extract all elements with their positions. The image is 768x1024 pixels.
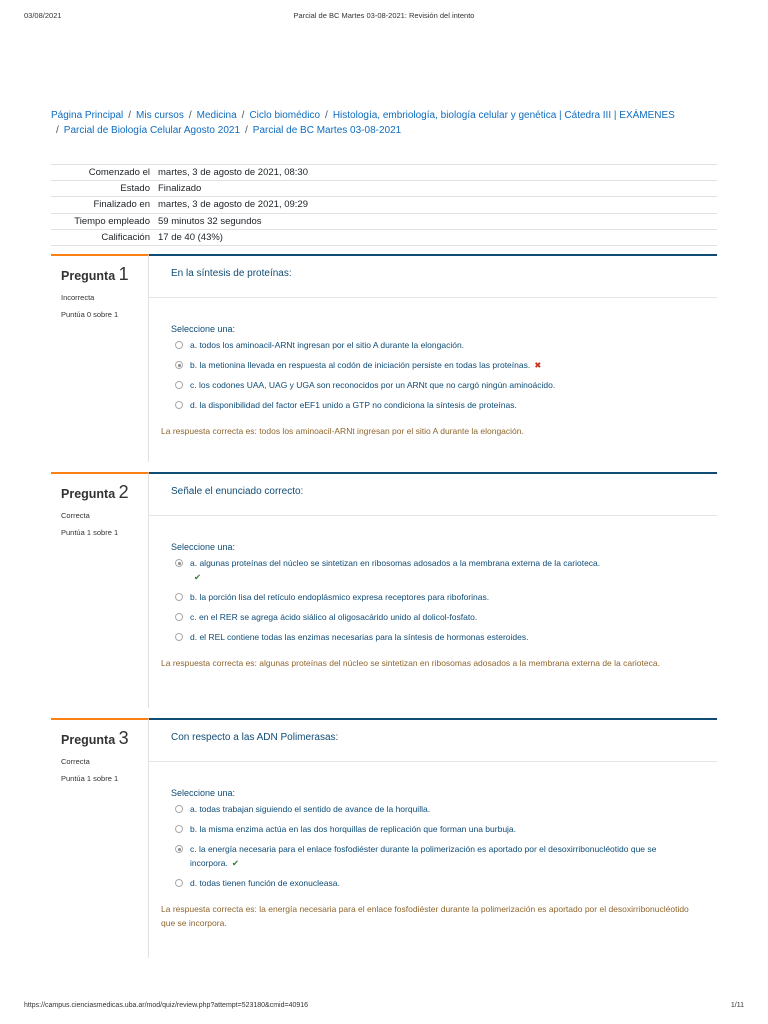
correct-icon: ✔ — [231, 858, 239, 868]
print-footer — [24, 1002, 744, 1014]
radio-button[interactable] — [175, 633, 183, 641]
attempt-summary-table — [51, 164, 717, 246]
question-state: Correcta — [61, 511, 90, 520]
answer-prompt: Seleccione una: — [171, 788, 236, 798]
option-text: b. la metionina llevada en respuesta al codón de iniciación persiste en todas las proteínas. — [190, 360, 531, 370]
option-text: b. la misma enzima actúa en las dos horquillas de replicación que forman una burbuja. — [190, 824, 517, 834]
question-label: Pregunta — [61, 733, 116, 747]
summary-key: Comenzado el — [51, 165, 154, 181]
summary-value: Finalizado — [154, 181, 717, 197]
breadcrumb: Página Principal / Mis cursos / Medicina / Ciclo biomédico / Histología, embriología, biología celular y genética | Cátedra III | EXÁMENES / Parcial de Biología Celular Agosto 2021 / Parcial de BC Martes 03-08-2021 — [51, 110, 675, 136]
radio-button[interactable] — [175, 401, 183, 409]
option-text: d. el REL contiene todas las enzimas necesarias para la síntesis de hormonas esteroides. — [190, 632, 529, 642]
print-header — [24, 11, 744, 23]
breadcrumb-medicina[interactable]: Medicina — [196, 110, 237, 121]
option-text: a. todos los aminoacil-ARNt ingresan por el sitio A durante la elongación. — [190, 340, 465, 350]
question-info — [51, 718, 149, 958]
question-info — [51, 472, 149, 708]
answer-option[interactable] — [171, 610, 695, 624]
option-text: c. los codones UAA, UAG y UGA son reconocidos por un ARNt que no cargó ningún aminoácido. — [190, 380, 556, 390]
option-text: b. la porción lisa del retículo endoplásmico expresa receptores para riboforinas. — [190, 592, 490, 602]
option-label: c. la energía necesaria para el enlace fosfodiéster durante la polimerización es aportado por el desoxirribonucléotido que se incorpora. — [190, 844, 657, 868]
radio-button[interactable] — [175, 613, 183, 621]
breadcrumb-quiz[interactable]: Parcial de BC Martes 03-08-2021 — [252, 124, 402, 136]
question-1 — [51, 254, 717, 462]
answer-option[interactable] — [171, 590, 695, 604]
correct-answer-feedback: La respuesta correcta es: algunas proteínas del núcleo se sintetizan en ribosomas adosados a la membrana externa de la carioteca. — [161, 658, 660, 668]
question-number — [61, 264, 138, 285]
incorrect-icon: ✖ — [534, 360, 542, 370]
summary-key: Estado — [51, 181, 154, 197]
option-text — [190, 556, 600, 584]
question-state: Incorrecta — [61, 293, 95, 302]
question-body — [149, 254, 717, 462]
question-num: 2 — [118, 482, 129, 502]
answer-list — [149, 298, 717, 412]
summary-value: 17 de 40 (43%) — [154, 229, 717, 245]
answer-option[interactable] — [171, 378, 695, 392]
radio-button[interactable] — [175, 879, 183, 887]
question-text: Señale el enunciado correcto: — [149, 474, 717, 516]
answer-option[interactable] — [171, 842, 695, 870]
question-body — [149, 718, 717, 958]
print-date: 03/08/2021 — [24, 11, 62, 20]
answer-prompt: Seleccione una: — [171, 542, 236, 552]
summary-value: martes, 3 de agosto de 2021, 08:30 — [154, 165, 717, 181]
question-info — [51, 254, 149, 462]
answer-prompt: Seleccione una: — [171, 324, 236, 334]
answer-option[interactable] — [171, 876, 695, 890]
print-page-count: 1/11 — [730, 1002, 744, 1009]
radio-button-selected[interactable] — [175, 361, 183, 369]
option-text: c. en el RER se agrega ácido siálico al oligosacárido unido al dolicol-fosfato. — [190, 612, 478, 622]
question-body — [149, 472, 717, 708]
answer-option[interactable] — [171, 822, 695, 836]
summary-row-finished — [51, 197, 717, 213]
question-num: 3 — [118, 728, 129, 748]
option-label: a. algunas proteínas del núcleo se sintetizan en ribosomas adosados a la membrana externa de la carioteca. — [190, 558, 601, 568]
option-text: d. todas tienen función de exonucleasa. — [190, 878, 340, 888]
question-2 — [51, 472, 717, 708]
radio-button-selected[interactable] — [175, 559, 183, 567]
question-3 — [51, 718, 717, 958]
question-grade: Puntúa 1 sobre 1 — [61, 528, 119, 537]
summary-key: Tiempo empleado — [51, 213, 154, 229]
question-number — [61, 482, 138, 503]
print-title: Parcial de BC Martes 03-08-2021: Revisión del intento — [293, 11, 475, 20]
correct-answer-feedback: La respuesta correcta es: todos los aminoacil-ARNt ingresan por el sitio A durante la elongación. — [161, 426, 524, 436]
radio-button-selected[interactable] — [175, 845, 183, 853]
breadcrumb-my-courses[interactable]: Mis cursos — [136, 110, 184, 121]
summary-key: Finalizado en — [51, 197, 154, 213]
question-grade: Puntúa 0 sobre 1 — [61, 310, 119, 319]
answer-option[interactable] — [171, 630, 695, 644]
summary-row-started — [51, 165, 717, 181]
breadcrumb-course[interactable]: Histología, embriología, biología celular y genética | Cátedra III | EXÁMENES — [332, 110, 675, 121]
answer-option[interactable] — [171, 556, 695, 584]
option-text: a. todas trabajan siguiendo el sentido de avance de la horquilla. — [190, 804, 431, 814]
radio-button[interactable] — [175, 341, 183, 349]
breadcrumb-exam-section[interactable]: Parcial de Biología Celular Agosto 2021 — [63, 124, 241, 136]
option-text: d. la disponibilidad del factor eEF1 unido a GTP no condiciona la síntesis de proteínas. — [190, 400, 517, 410]
answer-option[interactable] — [171, 398, 695, 412]
answer-list — [149, 516, 717, 644]
summary-row-state — [51, 181, 717, 197]
radio-button[interactable] — [175, 381, 183, 389]
correct-icon: ✔ — [194, 572, 202, 582]
answer-option[interactable] — [171, 358, 695, 372]
breadcrumb-ciclo[interactable]: Ciclo biomédico — [249, 110, 321, 121]
correct-answer-feedback: La respuesta correcta es: la energía necesaria para el enlace fosfodiéster durante la polimerización es aportado por el desoxirribonucléotido que se incorpora. — [161, 904, 689, 928]
question-text: En la síntesis de proteínas: — [149, 256, 717, 298]
answer-list — [149, 762, 717, 890]
question-label: Pregunta — [61, 269, 116, 283]
radio-button[interactable] — [175, 805, 183, 813]
question-text: Con respecto a las ADN Polimerasas: — [149, 720, 717, 762]
question-state: Correcta — [61, 757, 90, 766]
answer-option[interactable] — [171, 802, 695, 816]
summary-row-time — [51, 213, 717, 229]
question-label: Pregunta — [61, 487, 116, 501]
option-text — [190, 842, 695, 870]
question-grade: Puntúa 1 sobre 1 — [61, 774, 119, 783]
radio-button[interactable] — [175, 593, 183, 601]
radio-button[interactable] — [175, 825, 183, 833]
breadcrumb-home[interactable]: Página Principal — [51, 110, 124, 121]
question-num: 1 — [118, 264, 129, 284]
summary-row-grade — [51, 229, 717, 245]
question-number — [61, 728, 138, 749]
print-url: https://campus.cienciasmedicas.uba.ar/mod/quiz/review.php?attempt=523180&cmid=40916 — [24, 1002, 309, 1009]
summary-key: Calificación — [51, 229, 154, 245]
answer-option[interactable] — [171, 338, 695, 352]
summary-value: 59 minutos 32 segundos — [154, 213, 717, 229]
summary-value: martes, 3 de agosto de 2021, 09:29 — [154, 197, 717, 213]
